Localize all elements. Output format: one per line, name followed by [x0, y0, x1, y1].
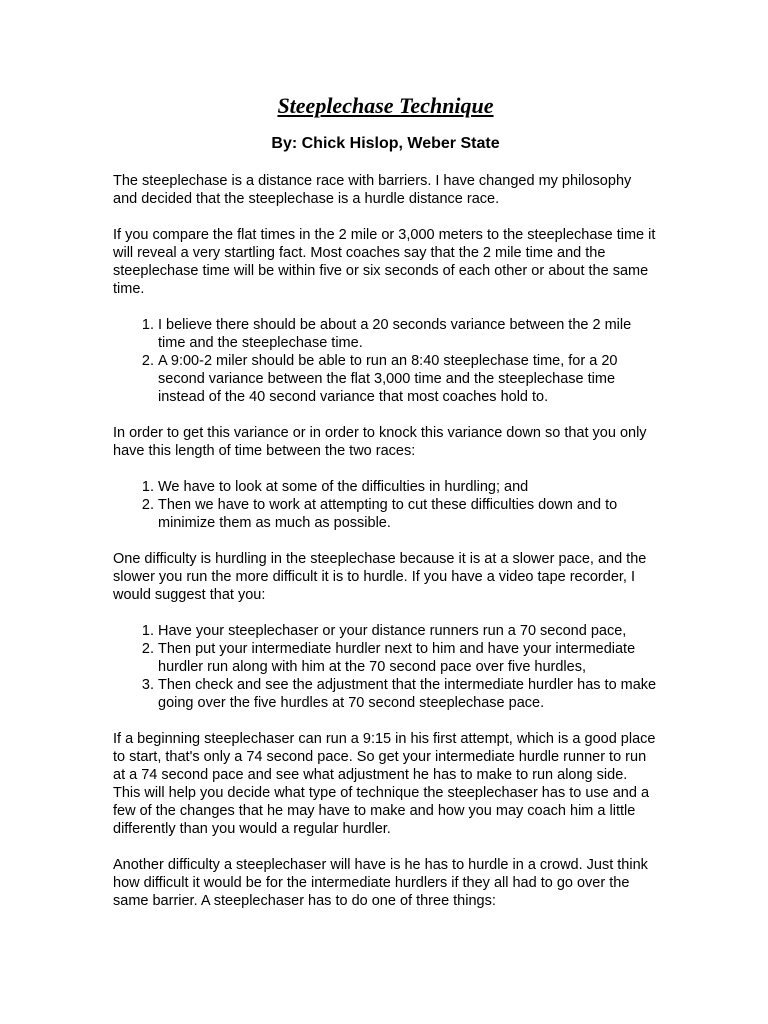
paragraph-3: In order to get this variance or in order to knock this variance down so that you only have this length of time between the two races: — [113, 425, 647, 459]
list-item: 2. Then put your intermediate hurdler next to him and have your intermediate hurdler run along with him at the 70 second pace over five hurdles, — [158, 640, 658, 676]
list-item: 1. Have your steeplechaser or your distance runners run a 70 second pace, — [158, 622, 658, 640]
paragraph-4: One difficulty is hurdling in the steeplechase because it is at a slower pace, and the slower you run the more difficult it is to hurdle. If you have a video tape recorder, I would suggest that you: — [113, 551, 647, 603]
list-item: 2. A 9:00-2 miler should be able to run an 8:40 steeplechase time, for a 20 second variance between the flat 3,000 time and the steeplechase time instead of the 40 second variance that most coaches hold to. — [158, 352, 658, 406]
list-item: 1. I believe there should be about a 20 seconds variance between the 2 mile time and the steeplechase time. — [158, 316, 658, 352]
numbered-list-1 — [113, 316, 658, 406]
paragraph-5: If a beginning steeplechaser can run a 9:15 in his first attempt, which is a good place to start, that's only a 74 second pace. So get your intermediate hurdle runner to run at a 74 second pace and see what adjustment he has to make to run along side. This will help you decide what type of technique the steeplechaser has to use and a few of the changes that he may have to make and how you may coach him a little differently than you would a regular hurdler. — [113, 731, 656, 837]
list-item: 2. Then we have to work at attempting to cut these difficulties down and to minimize them as much as possible. — [158, 496, 658, 532]
numbered-list-3 — [113, 622, 658, 712]
document-byline: By: Chick Hislop, Weber State — [271, 135, 500, 152]
paragraph-6: Another difficulty a steeplechaser will have is he has to hurdle in a crowd. Just think how difficult it would be for the intermediate hurdlers if they all had to go over the same barrier. A steeplechaser has to do one of three things: — [113, 857, 648, 909]
numbered-list-2 — [113, 478, 658, 532]
paragraph-2: If you compare the flat times in the 2 mile or 3,000 meters to the steeplechase time it will reveal a very startling fact. Most coaches say that the 2 mile time and the steeplechase time will be within five or six seconds of each other or about the same time. — [113, 227, 656, 297]
document-title: Steeplechase Technique — [277, 93, 494, 118]
document-page — [113, 92, 658, 928]
list-item: 1. We have to look at some of the difficulties in hurdling; and — [158, 478, 658, 496]
paragraph-1: The steeplechase is a distance race with barriers. I have changed my philosophy and decided that the steeplechase is a hurdle distance race. — [113, 173, 632, 207]
list-item: 3. Then check and see the adjustment that the intermediate hurdler has to make going over the five hurdles at 70 second steeplechase pace. — [158, 676, 658, 712]
